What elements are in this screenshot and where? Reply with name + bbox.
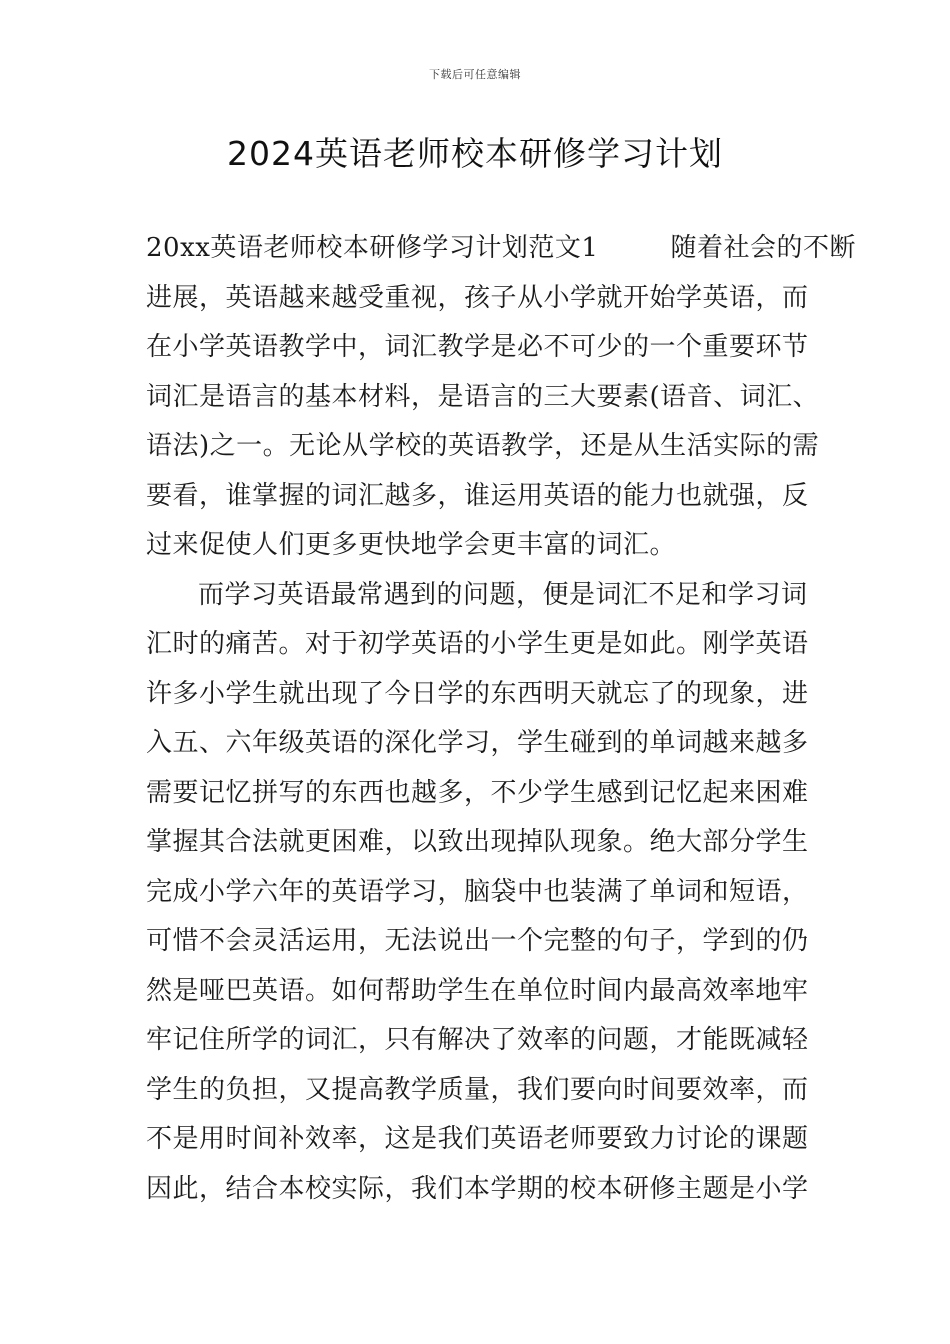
text-line: 要看，谁掌握的词汇越多，谁运用英语的能力也就强，反 [146, 480, 809, 511]
text-line: 需要记忆拼写的东西也越多，不少学生感到记忆起来困难 [146, 777, 809, 808]
header-note: 下载后可任意编辑 [429, 68, 521, 81]
text-line: 词汇是语言的基本材料，是语言的三大要素(语音、词汇、 [146, 381, 820, 412]
text-line: 因此，结合本校实际，我们本学期的校本研修主题是小学 [146, 1173, 809, 1204]
text-line: 然是哑巴英语。如何帮助学生在单位时间内最高效率地牢 [146, 975, 809, 1006]
text-line: 完成小学六年的英语学习，脑袋中也装满了单词和短语， [146, 876, 809, 907]
text-line: 牢记住所学的词汇，只有解决了效率的问题，才能既减轻 [146, 1025, 809, 1055]
text-line: 掌握其合法就更困难，以致出现掉队现象。绝大部分学生 [146, 827, 809, 857]
section-heading: 20xx英语老师校本研修学习计划范文1 [146, 233, 599, 263]
text-line: 许多小学生就出现了今日学的东西明天就忘了的现象，进 [146, 678, 809, 709]
document-body [146, 228, 856, 1218]
text-line: 进展，英语越来越受重视，孩子从小学就开始学英语，而 [146, 282, 809, 313]
text-line: 在小学英语教学中，词汇教学是必不可少的一个重要环节 [146, 332, 809, 362]
text-line: 不是用时间补效率，这是我们英语老师要致力讨论的课题 [146, 1124, 809, 1154]
text-line: 过来促使人们更多更快地学会更丰富的词汇。 [146, 530, 677, 560]
text-line: 学生的负担，又提高教学质量，我们要向时间要效率，而 [146, 1074, 809, 1105]
text-line: 而学习英语最常遇到的问题，便是词汇不足和学习词 [198, 579, 808, 610]
text-line: 汇时的痛苦。对于初学英语的小学生更是如此。刚学英语 [146, 629, 809, 659]
line-text: 随着社会的不断 [670, 233, 856, 263]
text-line: 语法)之一。无论从学校的英语教学，还是从生活实际的需 [146, 431, 820, 461]
paragraph-1 [146, 228, 856, 575]
document-title: 2024英语老师校本研修学习计划 [227, 134, 723, 173]
text-line: 入五、六年级英语的深化学习，学生碰到的单词越来越多 [146, 728, 809, 758]
text-line: 可惜不会灵活运用，无法说出一个完整的句子，学到的仍 [146, 926, 809, 956]
paragraph-2 [146, 575, 809, 1219]
text-line [146, 228, 856, 278]
